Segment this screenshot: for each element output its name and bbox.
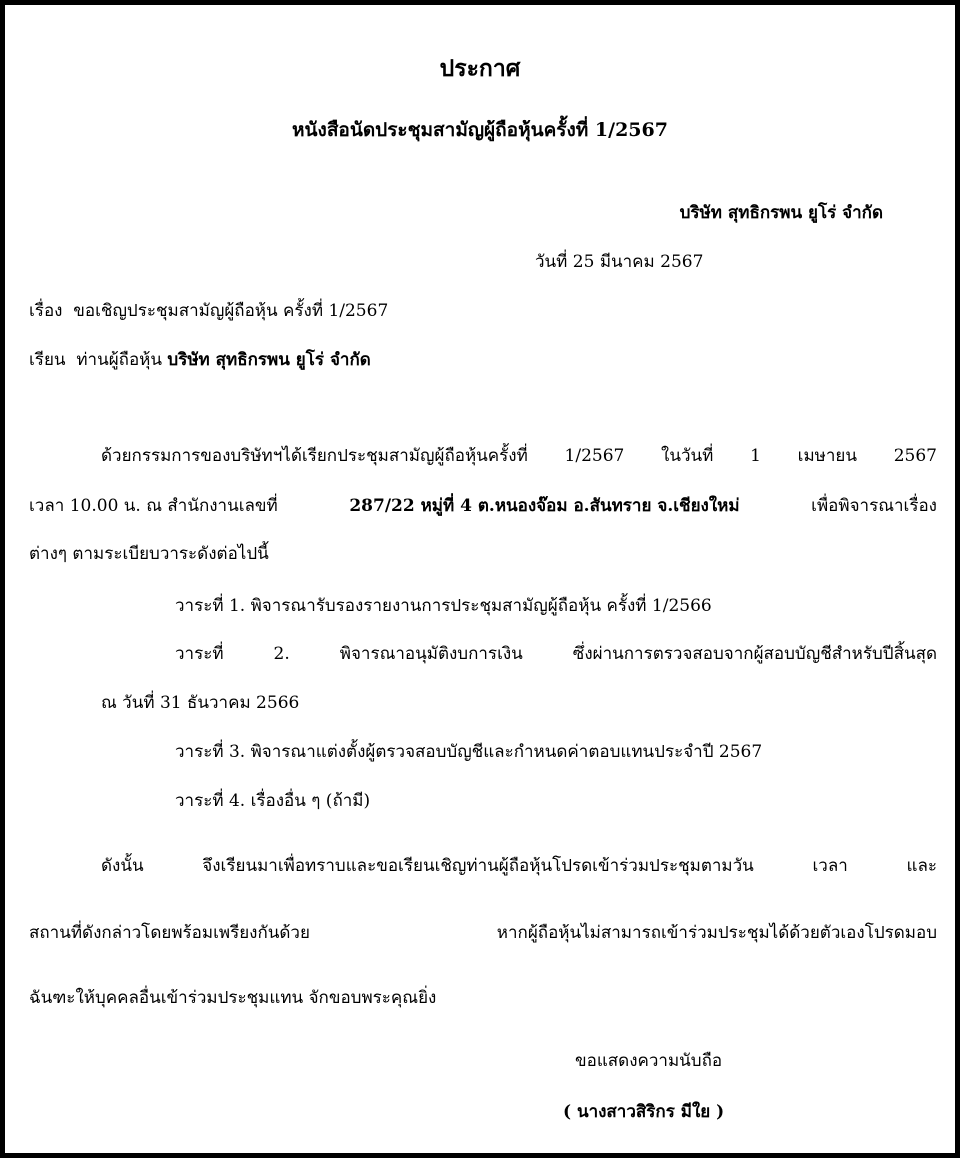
agenda-item-1: วาระที่ 1. พิจารณารับรองรายงานการประชุมสามัญผู้ถือหุ้น ครั้งที่ 1/2566 [175,596,712,616]
body-paragraph-line-1: ด้วยกรรมการของบริษัทฯได้เรียกประชุมสามัญผู้ถือหุ้นครั้งที่ 1/2567 ในวันที่ 1 เมษายน 2567 [101,446,937,466]
document-title: ประกาศ [439,55,521,82]
recipient-prefix: ท่านผู้ถือหุ้น [76,350,163,370]
body-paragraph-line-2 [29,494,937,518]
subject-label: เรื่อง [29,301,63,321]
agenda-item-3: วาระที่ 3. พิจารณาแต่งตั้งผู้ตรวจสอบบัญชีและกำหนดค่าตอบแทนประจำปี 2567 [175,742,763,762]
sender-company: บริษัท สุทธิกรพน ยูโร่ จำกัด [679,203,883,223]
agenda-item-2-continued: ณ วันที่ 31 ธันวาคม 2566 [101,693,300,713]
closing-line-1: ดังนั้น จึงเรียนมาเพื่อทราบและขอเรียนเชิญท่านผู้ถือหุ้นโปรดเข้าร่วมประชุมตามวัน เวลา และ [101,856,937,876]
document-subtitle: หนังสือนัดประชุมสามัญผู้ถือหุ้นครั้งที่ 1/2567 [292,119,668,141]
agenda-item-2: วาระที่ 2. พิจารณาอนุมัติงบการเงิน ซึ่งผ่านการตรวจสอบจากผู้สอบบัญชีสำหรับปีสิ้นสุด [175,644,937,664]
meeting-purpose: เพื่อพิจารณาเรื่อง [811,496,937,516]
meeting-time-venue: เวลา 10.00 น. ณ สำนักงานเลขที่ [29,496,278,516]
closing-line-2: สถานที่ดังกล่าวโดยพร้อมเพรียงกันด้วย หากผู้ถือหุ้นไม่สามารถเข้าร่วมประชุมได้ด้วยตัวเองโปรดมอบ [29,923,937,943]
signature-regards: ขอแสดงความนับถือ [575,1051,723,1071]
meeting-address: 287/22 หมู่ที่ 4 ต.หนองจ๊อม อ.สันทราย จ.เชียงใหม่ [349,496,740,516]
subject-text: ขอเชิญประชุมสามัญผู้ถือหุ้น ครั้งที่ 1/2567 [73,301,389,321]
recipient-line [29,348,371,372]
document-date: วันที่ 25 มีนาคม 2567 [535,252,704,272]
subject-line [29,299,388,323]
closing-line-3: ฉันฑะให้บุคคลอื่นเข้าร่วมประชุมแทน จักขอบพระคุณยิ่ง [29,988,437,1008]
recipient-label: เรียน [29,350,66,370]
signature-name: ( นางสาวสิริกร มีใย ) [563,1102,725,1122]
body-paragraph-line-3: ต่างๆ ตามระเบียบวาระดังต่อไปนี้ [29,544,269,564]
agenda-item-4: วาระที่ 4. เรื่องอื่น ๆ (ถ้ามี) [175,791,371,811]
recipient-company: บริษัท สุทธิกรพน ยูโร่ จำกัด [167,350,371,370]
